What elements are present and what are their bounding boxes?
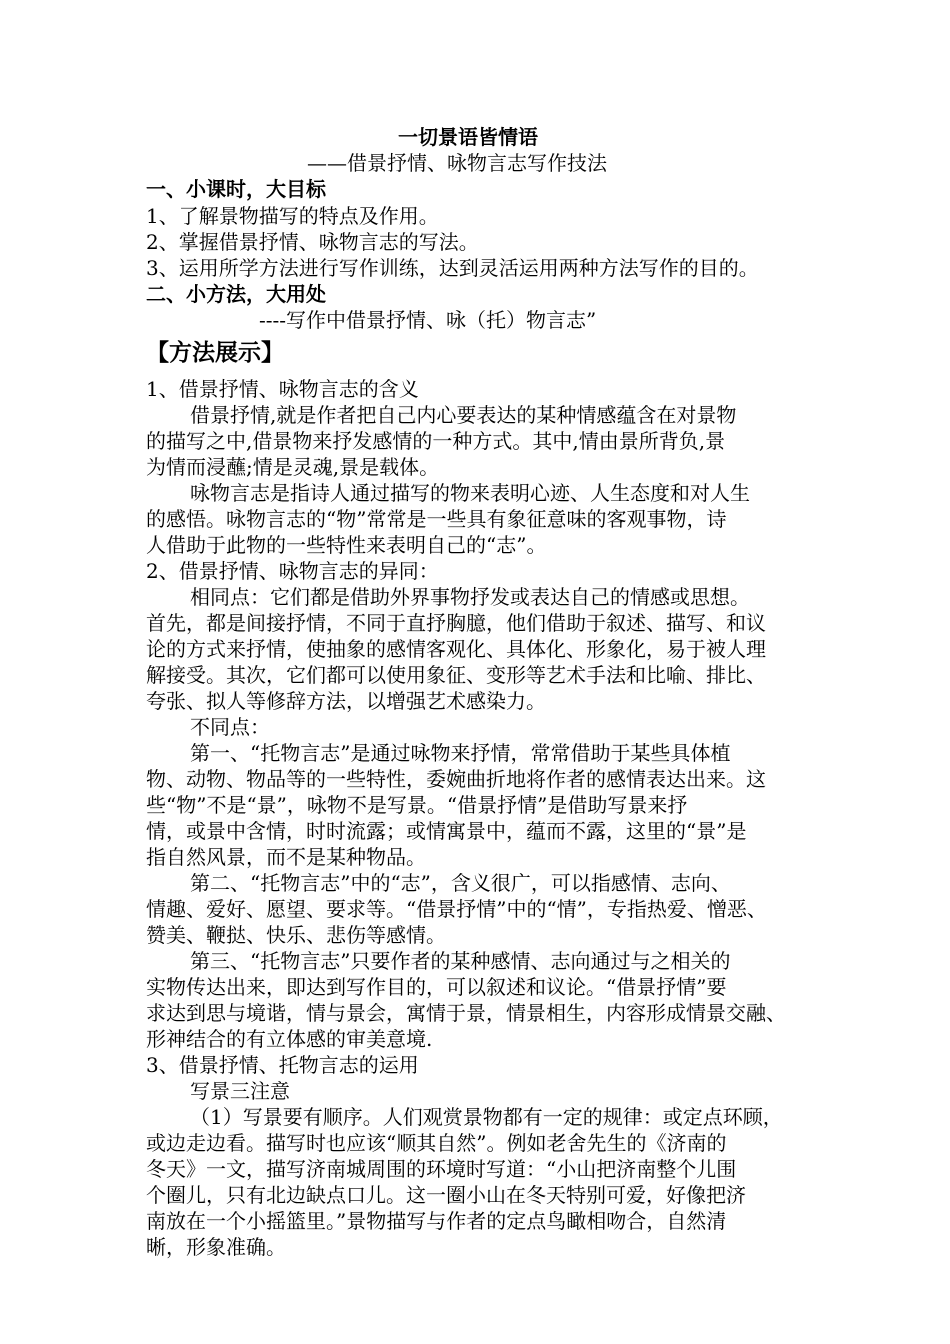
body-line: 不同点： xyxy=(190,715,270,739)
body-line: 写景三注意 xyxy=(190,1079,290,1103)
body-line: 情，或景中含情，时时流露；或情寓景中，蕴而不露，这里的“景”是 xyxy=(146,819,747,843)
body-line: 的描写之中,借景物来抒发感情的一种方式。其中,情由景所背负,景 xyxy=(146,429,726,453)
goal-item: 1、了解景物描写的特点及作用。 xyxy=(146,204,439,228)
body-line: 形神结合的有立体感的审美意境. xyxy=(146,1027,433,1051)
section-heading-goals: 一、小课时，大目标 xyxy=(146,177,326,201)
goal-item: 2、掌握借景抒情、咏物言志的写法。 xyxy=(146,230,479,254)
body-line: 夸张、拟人等修辞方法，以增强艺术感染力。 xyxy=(146,689,546,713)
body-line: 解接受。其次，它们都可以使用象征、变形等艺术手法和比喻、排比、 xyxy=(146,663,766,687)
section-heading-methods: 二、小方法，大用处 xyxy=(146,282,326,306)
body-line: 实物传达出来，即达到写作目的，可以叙述和议论。“借景抒情”要 xyxy=(146,975,727,999)
body-line: 为情而浸蘸;情是灵魂,景是载体。 xyxy=(146,455,440,479)
body-line: 的感悟。咏物言志的“物”常常是一些具有象征意味的客观事物，诗 xyxy=(146,507,727,531)
body-line: 情趣、爱好、愿望、要求等。“借景抒情”中的“情”，专指热爱、憎恶、 xyxy=(146,897,767,921)
body-line: 赞美、鞭挞、快乐、悲伤等感情。 xyxy=(146,923,446,947)
body-line: 咏物言志是指诗人通过描写的物来表明心迹、人生态度和对人生 xyxy=(190,481,750,505)
body-line: 些“物”不是“景”，咏物不是写景。“借景抒情”是借助写景来抒 xyxy=(146,793,688,817)
body-line: 南放在一个小摇篮里。”景物描写与作者的定点鸟瞰相吻合，自然清 xyxy=(146,1209,727,1233)
body-line: 3、借景抒情、托物言志的运用 xyxy=(146,1053,419,1077)
body-line: 第二、“托物言志”中的“志”，含义很广，可以指感情、志向、 xyxy=(190,871,731,895)
body-line: 指自然风景，而不是某种物品。 xyxy=(146,845,426,869)
method-heading: 【方法展示】 xyxy=(146,339,284,366)
document-subtitle: ——借景抒情、咏物言志写作技法 xyxy=(307,151,607,175)
body-line: 个圈儿，只有北边缺点口儿。这一圈小山在冬天特别可爱，好像把济 xyxy=(146,1183,746,1207)
body-line: 或边走边看。描写时也应该“顺其自然”。例如老舍先生的《济南的 xyxy=(146,1131,727,1155)
body-line: 第三、“托物言志”只要作者的某种感情、志向通过与之相关的 xyxy=(190,949,731,973)
body-line: 论的方式来抒情，使抽象的感情客观化、具体化、形象化，易于被人理 xyxy=(146,637,766,661)
body-line: 1、借景抒情、咏物言志的含义 xyxy=(146,377,419,401)
body-line: 物、动物、物品等的一些特性，委婉曲折地将作者的感情表达出来。这 xyxy=(146,767,766,791)
document-title: 一切景语皆情语 xyxy=(398,125,538,149)
body-line: 冬天》一文，描写济南城周围的环境时写道：“小山把济南整个儿围 xyxy=(146,1157,737,1181)
body-line: 晰，形象准确。 xyxy=(146,1235,286,1259)
body-line: 相同点：它们都是借助外界事物抒发或表达自己的情感或思想。 xyxy=(190,585,750,609)
body-line: （1）写景要有顺序。人们观赏景物都有一定的规律：或定点环顾， xyxy=(190,1105,783,1129)
body-line: 借景抒情,就是作者把自己内心要表达的某种情感蕴含在对景物 xyxy=(190,403,737,427)
goal-item: 3、运用所学方法进行写作训练，达到灵活运用两种方法写作的目的。 xyxy=(146,256,759,280)
body-line: 求达到思与境谐，情与景会，寓情于景，情景相生，内容形成情景交融、 xyxy=(146,1001,786,1025)
body-line: 首先，都是间接抒情，不同于直抒胸臆，他们借助于叙述、描写、和议 xyxy=(146,611,766,635)
body-line: 2、借景抒情、咏物言志的异同： xyxy=(146,559,439,583)
body-line: 第一、“托物言志”是通过咏物来抒情，常常借助于某些具体植 xyxy=(190,741,731,765)
section-subheading: ----写作中借景抒情、咏（托）物言志” xyxy=(259,308,597,332)
body-line: 人借助于此物的一些特性来表明自己的“志”。 xyxy=(146,533,547,557)
